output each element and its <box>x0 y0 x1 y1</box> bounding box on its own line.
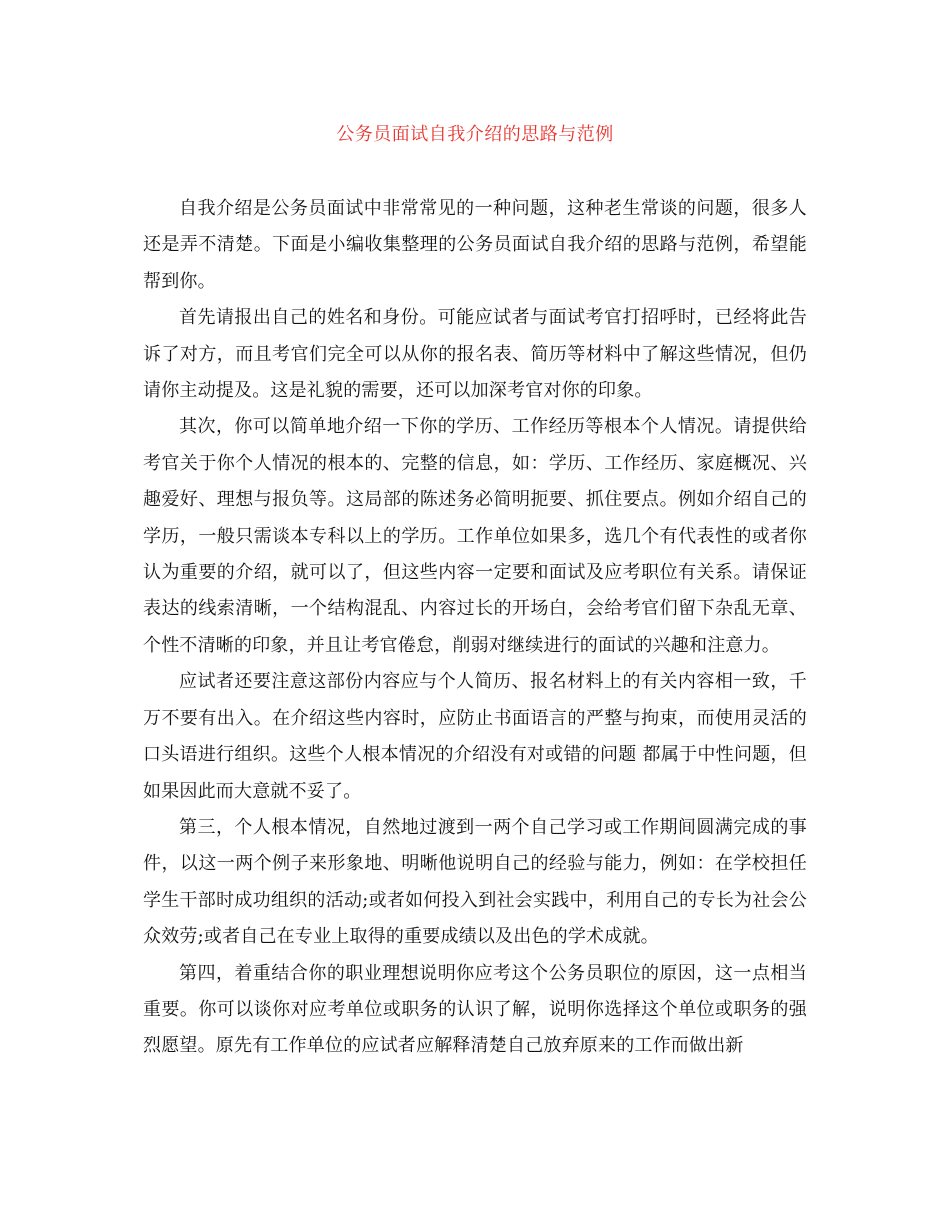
document-title: 公务员面试自我介绍的思路与范例 <box>336 124 614 145</box>
paragraph-6: 第四，着重结合你的职业理想说明你应考这个公务员职位的原因，这一点相当重要。你可以谈你对应考单位或职务的认识了解，说明你选择这个单位或职务的强烈愿望。原先有工作单位的应试者应解释清楚自己放弃原来的工作而做出新 <box>143 962 807 1057</box>
document-body <box>143 191 807 1065</box>
paragraph-3: 其次，你可以简单地介绍一下你的学历、工作经历等根本个人情况。请提供给考官关于你个人情况的根本的、完整的信息，如：学历、工作经历、家庭概况、兴趣爱好、理想与报负等。这局部的陈述务必简明扼要、抓住要点。例如介绍自己的学历，一般只需谈本专科以上的学历。工作单位如果多，选几个有代表性的或者你认为重要的介绍，就可以了，但这些内容一定要和面试及应考职位有关系。请保证表达的线索清晰，一个结构混乱、内容过长的开场白，会给考官们留下杂乱无章、个性不清晰的印象，并且让考官倦怠，削弱对继续进行的面试的兴趣和注意力。 <box>143 416 807 656</box>
paragraph-2: 首先请报出自己的姓名和身份。可能应试者与面试考官打招呼时，已经将此告诉了对方，而且考官们完全可以从你的报名表、简历等材料中了解这些情况，但仍请你主动提及。这是礼貌的需要，还可以加深考官对你的印象。 <box>143 307 807 402</box>
paragraph-1: 自我介绍是公务员面试中非常常见的一种问题，这种老生常谈的问题，很多人还是弄不清楚。下面是小编收集整理的公务员面试自我介绍的思路与范例，希望能帮到你。 <box>143 198 807 292</box>
paragraph-4: 应试者还要注意这部份内容应与个人简历、报名材料上的有关内容相一致，千万不要有出入。在介绍这些内容时，应防止书面语言的严整与拘束，而使用灵活的口头语进行组织。这些个人根本情况的介绍没有对或错的问题 都属于中性问题，但如果因此而大意就不妥了。 <box>143 671 807 802</box>
paragraph-5: 第三，个人根本情况，自然地过渡到一两个自己学习或工作期间圆满完成的事件，以这一两个例子来形象地、明晰他说明自己的经验与能力，例如：在学校担任学生干部时成功组织的活动;或者如何投入到社会实践中，利用自己的专长为社会公众效劳;或者自己在专业上取得的重要成绩以及出色的学术成就。 <box>143 816 807 948</box>
